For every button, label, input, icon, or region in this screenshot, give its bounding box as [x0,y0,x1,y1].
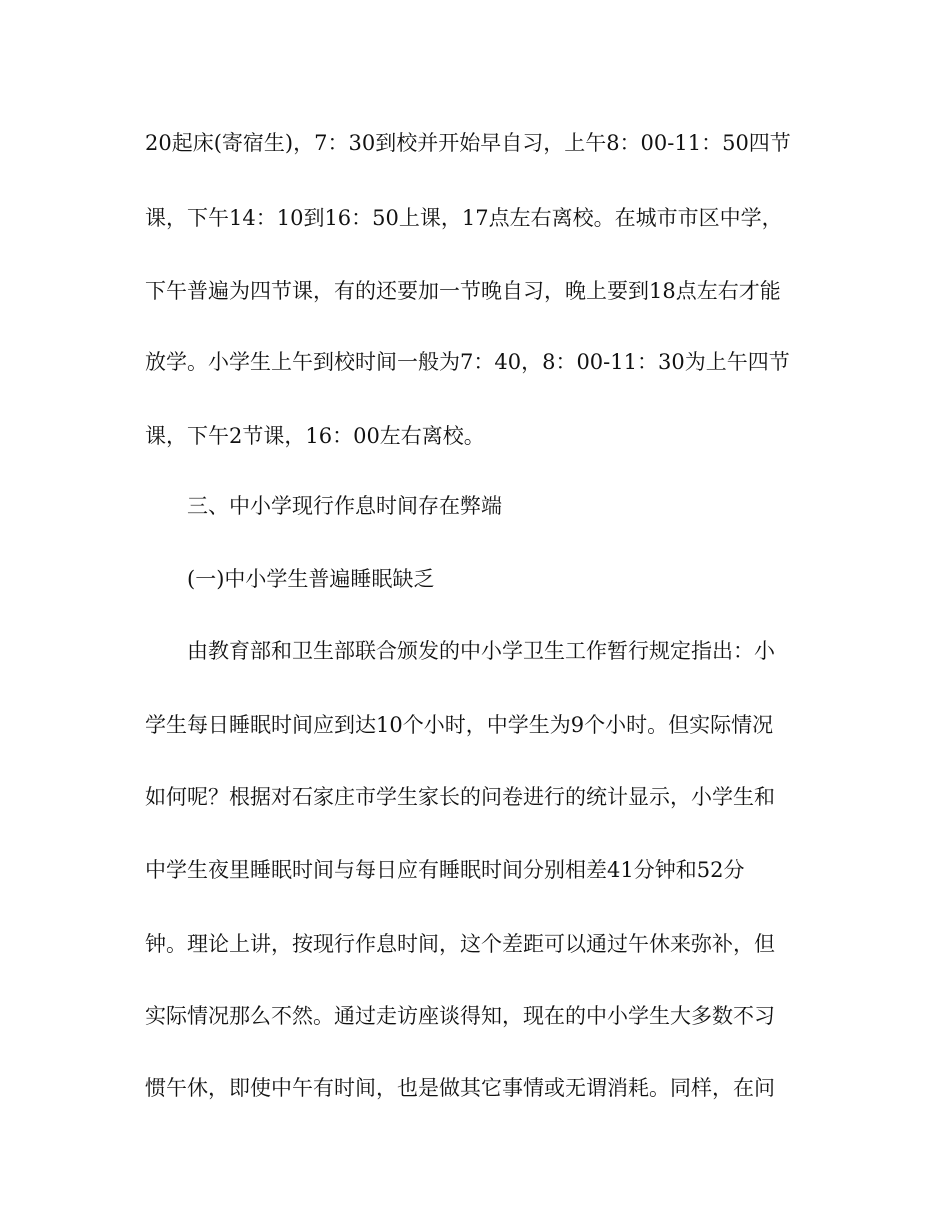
paragraph-1-line-5: 课，下午2节课，16：00左右离校。 [145,424,485,448]
paragraph-2-line-7: 惯午休，即使中午有时间，也是做其它事情或无谓消耗。同样，在问 [145,1076,775,1100]
paragraph-2-line-6: 实际情况那么不然。通过走访座谈得知，现在的中小学生大多数不习 [145,1004,775,1028]
paragraph-1-line-1: 20起床(寄宿生)，7：30到校并开始早自习，上午8：00-11：50四节 [145,131,791,155]
paragraph-2-line-3: 如何呢？根据对石家庄市学生家长的问卷进行的统计显示，小学生和 [145,785,775,809]
paragraph-1-line-2: 课，下午14：10到16：50上课，17点左右离校。在城市市区中学， [145,206,783,230]
paragraph-2-line-4: 中学生夜里睡眠时间与每日应有睡眠时间分别相差41分钟和52分 [145,858,745,882]
paragraph-2-line-1: 由教育部和卫生部联合颁发的中小学卫生工作暂行规定指出：小 [187,639,775,663]
subsection-heading: (一)中小学生普遍睡眠缺乏 [187,567,435,591]
paragraph-1-line-3: 下午普遍为四节课，有的还要加一节晚自习，晚上要到18点左右才能 [145,279,781,303]
paragraph-2-line-5: 钟。理论上讲，按现行作息时间，这个差距可以通过午休来弥补，但 [145,932,775,956]
paragraph-1-line-4: 放学。小学生上午到校时间一般为7：40，8：00-11：30为上午四节 [145,350,790,374]
paragraph-2-line-2: 学生每日睡眠时间应到达10个小时，中学生为9个小时。但实际情况 [145,713,774,737]
section-heading: 三、中小学现行作息时间存在弊端 [187,494,502,518]
